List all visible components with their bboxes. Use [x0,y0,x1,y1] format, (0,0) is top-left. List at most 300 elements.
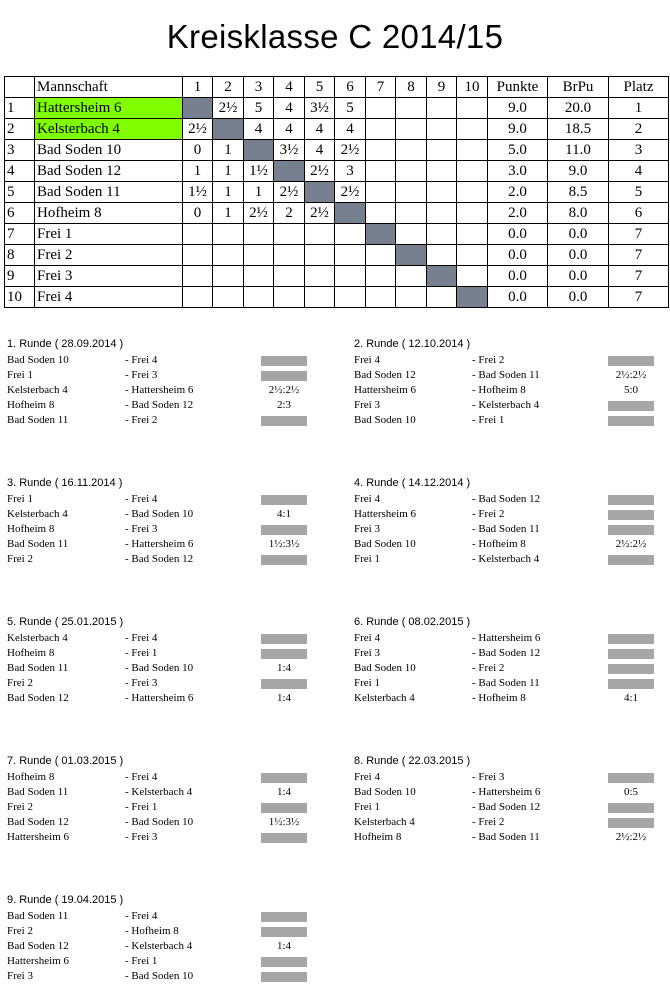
header-cell: 6 [335,77,366,98]
score-cell [305,224,335,245]
round-block [351,477,670,587]
pairing-row [354,691,670,706]
header-cell: 9 [427,77,457,98]
header-cell: 1 [183,77,213,98]
away-team: - Hattersheim 6 [472,632,541,644]
home-team: Frei 1 [354,553,380,565]
pairing-row [7,954,337,969]
away-team: - Hattersheim 6 [125,384,194,396]
score-cell [396,287,427,308]
brpu-cell: 8.0 [548,203,609,224]
pairing-row [7,924,337,939]
rank-cell: 8 [5,245,35,266]
away-team: - Hattersheim 6 [472,786,541,798]
round-block [351,755,670,865]
header-cell: BrPu [548,77,609,98]
score-cell: 4 [305,119,335,140]
away-team: - Frei 1 [472,414,505,426]
home-team: Frei 2 [7,801,33,813]
score-cell [213,224,244,245]
pairing-row [7,800,337,815]
score-cell [427,119,457,140]
result-placeholder-bar [608,510,654,520]
score-cell: 2 [274,203,305,224]
result-placeholder-bar [261,649,307,659]
team-cell: Bad Soden 10 [35,140,183,161]
round-title: 4. Runde ( 14.12.2014 ) [354,477,471,489]
score-cell [396,140,427,161]
pairing-row [7,522,337,537]
home-team: Kelsterbach 4 [7,632,68,644]
pairing-row [354,522,670,537]
result-placeholder-bar [261,634,307,644]
platz-cell: 4 [609,161,669,182]
result-placeholder-bar [608,416,654,426]
pairing-row [7,552,337,567]
away-team: - Bad Soden 12 [125,399,194,411]
score-cell [335,224,366,245]
result-placeholder-bar [261,957,307,967]
team-cell: Bad Soden 12 [35,161,183,182]
result: 1:4 [276,786,292,798]
rank-cell: 7 [5,224,35,245]
score-cell: 3½ [305,98,335,119]
away-team: - Bad Soden 12 [472,647,541,659]
pairing-row [354,676,670,691]
away-team: - Bad Soden 11 [472,677,540,689]
table-row [5,287,669,308]
score-cell [396,266,427,287]
score-cell [213,245,244,266]
pairing-row [7,537,337,552]
result: 2½:2½ [615,369,647,381]
round-title: 6. Runde ( 08.02.2015 ) [354,616,471,628]
result-placeholder-bar [261,833,307,843]
rank-cell: 9 [5,266,35,287]
score-cell: 1 [183,161,213,182]
round-title: 2. Runde ( 12.10.2014 ) [354,338,471,350]
score-cell: 1 [213,140,244,161]
home-team: Frei 2 [7,677,33,689]
brpu-cell: 20.0 [548,98,609,119]
away-team: - Bad Soden 11 [472,831,540,843]
away-team: - Bad Soden 10 [125,662,194,674]
home-team: Frei 4 [354,493,380,505]
away-team: - Bad Soden 10 [125,970,194,982]
rank-cell: 6 [5,203,35,224]
rank-cell: 5 [5,182,35,203]
table-row [5,119,669,140]
pairing-row [7,815,337,830]
result-placeholder-bar [608,664,654,674]
score-cell [213,266,244,287]
home-team: Hofheim 8 [7,771,55,783]
platz-cell: 6 [609,203,669,224]
score-cell: 4 [335,119,366,140]
score-cell [305,266,335,287]
score-cell [274,287,305,308]
away-team: - Hofheim 8 [472,538,526,550]
home-team: Bad Soden 12 [7,692,69,704]
page-title: Kreisklasse C 2014/15 [166,18,504,55]
score-cell [335,266,366,287]
brpu-cell: 0.0 [548,245,609,266]
score-cell [274,266,305,287]
score-cell: 2½ [244,203,274,224]
home-team: Frei 1 [7,369,33,381]
pairing-row [354,353,670,368]
round-block [4,616,334,726]
punkte-cell: 0.0 [488,224,548,245]
home-team: Bad Soden 11 [7,414,69,426]
punkte-cell: 3.0 [488,161,548,182]
score-cell: 3 [335,161,366,182]
pairing-row [7,383,337,398]
score-cell: 2½ [305,161,335,182]
home-team: Frei 2 [7,925,33,937]
score-cell [183,266,213,287]
platz-cell: 1 [609,98,669,119]
home-team: Hofheim 8 [7,523,55,535]
result-placeholder-bar [608,525,654,535]
away-team: - Frei 3 [472,771,505,783]
away-team: - Hattersheim 6 [125,538,194,550]
home-team: Frei 2 [7,553,33,565]
home-team: Kelsterbach 4 [7,508,68,520]
brpu-cell: 0.0 [548,224,609,245]
score-cell [457,266,488,287]
team-cell: Frei 3 [35,266,183,287]
away-team: - Frei 2 [472,354,505,366]
pairing-row [7,770,337,785]
score-cell [457,161,488,182]
score-cell [244,224,274,245]
score-cell [366,266,396,287]
home-team: Bad Soden 11 [7,910,69,922]
result-placeholder-bar [608,818,654,828]
punkte-cell: 2.0 [488,203,548,224]
away-team: - Frei 3 [125,369,158,381]
pairing-row [354,815,670,830]
pairing-row [7,646,337,661]
round-title: 5. Runde ( 25.01.2015 ) [7,616,124,628]
result: 2½:2½ [615,831,647,843]
score-cell [427,224,457,245]
table-row [5,98,669,119]
result-placeholder-bar [608,495,654,505]
score-cell: 4 [274,98,305,119]
home-team: Kelsterbach 4 [354,692,415,704]
away-team: - Kelsterbach 4 [125,786,193,798]
platz-cell: 7 [609,287,669,308]
table-row [5,266,669,287]
result-placeholder-bar [261,525,307,535]
round-title: 3. Runde ( 16.11.2014 ) [7,477,123,489]
home-team: Bad Soden 12 [7,940,69,952]
score-cell: 2½ [183,119,213,140]
score-cell [457,182,488,203]
round-title: 9. Runde ( 19.04.2015 ) [7,894,124,906]
pairing-row [354,507,670,522]
table-row [5,245,669,266]
pairing-row [354,800,670,815]
score-cell [396,203,427,224]
pairing-row [354,368,670,383]
score-cell: 2½ [213,98,244,119]
score-cell [427,140,457,161]
score-cell: 1½ [244,161,274,182]
home-team: Frei 3 [354,647,380,659]
result-placeholder-bar [608,649,654,659]
score-cell: 1 [213,203,244,224]
pairing-row [354,398,670,413]
away-team: - Bad Soden 11 [472,523,540,535]
result: 1½:3½ [268,816,300,828]
score-cell: 2½ [305,203,335,224]
away-team: - Hofheim 8 [125,925,179,937]
score-cell: 4 [244,119,274,140]
pairing-row [7,969,337,984]
brpu-cell: 0.0 [548,287,609,308]
pairing-row [354,413,670,428]
header-cell: Platz [609,77,669,98]
table-row [5,161,669,182]
diagonal-cell [396,245,427,266]
team-cell: Hofheim 8 [35,203,183,224]
score-cell [427,182,457,203]
rank-cell: 2 [5,119,35,140]
home-team: Hofheim 8 [7,647,55,659]
diagonal-cell [457,287,488,308]
round-block [4,477,334,587]
away-team: - Kelsterbach 4 [472,399,540,411]
away-team: - Frei 4 [125,910,158,922]
punkte-cell: 0.0 [488,245,548,266]
pairing-row [7,661,337,676]
pairing-row [354,383,670,398]
punkte-cell: 9.0 [488,119,548,140]
home-team: Frei 4 [354,354,380,366]
score-cell [457,245,488,266]
team-cell: Frei 1 [35,224,183,245]
score-cell [244,245,274,266]
home-team: Bad Soden 11 [7,786,69,798]
pairing-row [354,492,670,507]
team-cell: Bad Soden 11 [35,182,183,203]
home-team: Hofheim 8 [354,831,402,843]
diagonal-cell [335,203,366,224]
round-block [351,338,670,448]
home-team: Frei 3 [7,970,33,982]
pairing-row [354,552,670,567]
round-title: 1. Runde ( 28.09.2014 ) [7,338,124,350]
result-placeholder-bar [261,773,307,783]
result: 5:0 [623,384,639,396]
home-team: Bad Soden 10 [354,662,416,674]
home-team: Bad Soden 11 [7,538,69,550]
pairing-row [354,770,670,785]
result: 0:5 [623,786,639,798]
platz-cell: 7 [609,245,669,266]
away-team: - Frei 4 [125,632,158,644]
away-team: - Kelsterbach 4 [472,553,540,565]
pairing-row [7,353,337,368]
result: 4:1 [623,692,639,704]
result-placeholder-bar [608,555,654,565]
platz-cell: 3 [609,140,669,161]
diagonal-cell [427,266,457,287]
score-cell: 3½ [274,140,305,161]
round-block [351,616,670,726]
score-cell [427,98,457,119]
team-cell: Hattersheim 6 [35,98,183,119]
round-block [4,894,334,1004]
header-cell: 3 [244,77,274,98]
result-placeholder-bar [261,679,307,689]
punkte-cell: 2.0 [488,182,548,203]
header-cell [5,77,35,98]
team-cell: Kelsterbach 4 [35,119,183,140]
away-team: - Hofheim 8 [472,384,526,396]
diagonal-cell [366,224,396,245]
score-cell [366,140,396,161]
pairing-row [7,368,337,383]
result-placeholder-bar [261,555,307,565]
home-team: Hattersheim 6 [354,384,417,396]
header-cell: 7 [366,77,396,98]
home-team: Hattersheim 6 [354,508,417,520]
home-team: Hattersheim 6 [7,955,70,967]
result: 1:4 [276,940,292,952]
pairing-row [354,631,670,646]
score-cell [183,224,213,245]
score-cell [305,287,335,308]
score-cell [396,182,427,203]
result-placeholder-bar [261,912,307,922]
round-block [4,755,334,865]
home-team: Bad Soden 11 [7,662,69,674]
home-team: Frei 1 [354,677,380,689]
pairing-row [354,646,670,661]
away-team: - Frei 1 [125,647,158,659]
brpu-cell: 11.0 [548,140,609,161]
score-cell: 1 [213,182,244,203]
header-cell: 10 [457,77,488,98]
score-cell [366,287,396,308]
away-team: - Frei 3 [125,831,158,843]
home-team: Bad Soden 10 [354,414,416,426]
result: 2:3 [276,399,292,411]
result-placeholder-bar [608,401,654,411]
score-cell [366,245,396,266]
header-cell: 4 [274,77,305,98]
away-team: - Bad Soden 12 [472,493,541,505]
platz-cell: 5 [609,182,669,203]
brpu-cell: 8.5 [548,182,609,203]
pairing-row [7,413,337,428]
header-cell: 5 [305,77,335,98]
pairing-row [7,492,337,507]
header-cell: Mannschaft [35,77,183,98]
away-team: - Frei 4 [125,493,158,505]
result-placeholder-bar [608,356,654,366]
score-cell [457,98,488,119]
header-cell: Punkte [488,77,548,98]
score-cell [427,161,457,182]
score-cell [183,245,213,266]
rank-cell: 1 [5,98,35,119]
score-cell [457,119,488,140]
result: 2½:2½ [615,538,647,550]
home-team: Kelsterbach 4 [354,816,415,828]
away-team: - Frei 3 [125,523,158,535]
platz-cell: 7 [609,266,669,287]
result-placeholder-bar [608,634,654,644]
away-team: - Frei 4 [125,354,158,366]
table-header-row [5,77,669,98]
score-cell [366,182,396,203]
home-team: Frei 4 [354,632,380,644]
table-row [5,203,669,224]
score-cell [244,287,274,308]
home-team: Bad Soden 10 [354,786,416,798]
home-team: Frei 3 [354,399,380,411]
away-team: - Kelsterbach 4 [125,940,193,952]
home-team: Bad Soden 10 [7,354,69,366]
score-cell [244,266,274,287]
table-row [5,224,669,245]
pairing-row [7,785,337,800]
away-team: - Bad Soden 12 [125,553,194,565]
score-cell: 4 [274,119,305,140]
home-team: Hofheim 8 [7,399,55,411]
brpu-cell: 9.0 [548,161,609,182]
away-team: - Bad Soden 10 [125,508,194,520]
score-cell: 1 [213,161,244,182]
result: 2½:2½ [268,384,300,396]
result-placeholder-bar [261,803,307,813]
pairing-row [7,939,337,954]
team-cell: Frei 2 [35,245,183,266]
home-team: Bad Soden 12 [354,369,416,381]
punkte-cell: 5.0 [488,140,548,161]
score-cell [335,245,366,266]
score-cell [427,245,457,266]
score-cell [457,140,488,161]
result: 4:1 [276,508,292,520]
platz-cell: 7 [609,224,669,245]
pairing-row [7,830,337,845]
home-team: Frei 3 [354,523,380,535]
score-cell [457,203,488,224]
round-title: 8. Runde ( 22.03.2015 ) [354,755,471,767]
score-cell: 0 [183,140,213,161]
rank-cell: 4 [5,161,35,182]
header-cell: 8 [396,77,427,98]
score-cell: 1 [244,182,274,203]
pairing-row [7,398,337,413]
result-placeholder-bar [608,773,654,783]
result-placeholder-bar [608,679,654,689]
pairing-row [7,676,337,691]
diagonal-cell [183,98,213,119]
home-team: Frei 4 [354,771,380,783]
pairing-row [7,691,337,706]
platz-cell: 2 [609,119,669,140]
home-team: Bad Soden 10 [354,538,416,550]
team-cell: Frei 4 [35,287,183,308]
score-cell [366,98,396,119]
